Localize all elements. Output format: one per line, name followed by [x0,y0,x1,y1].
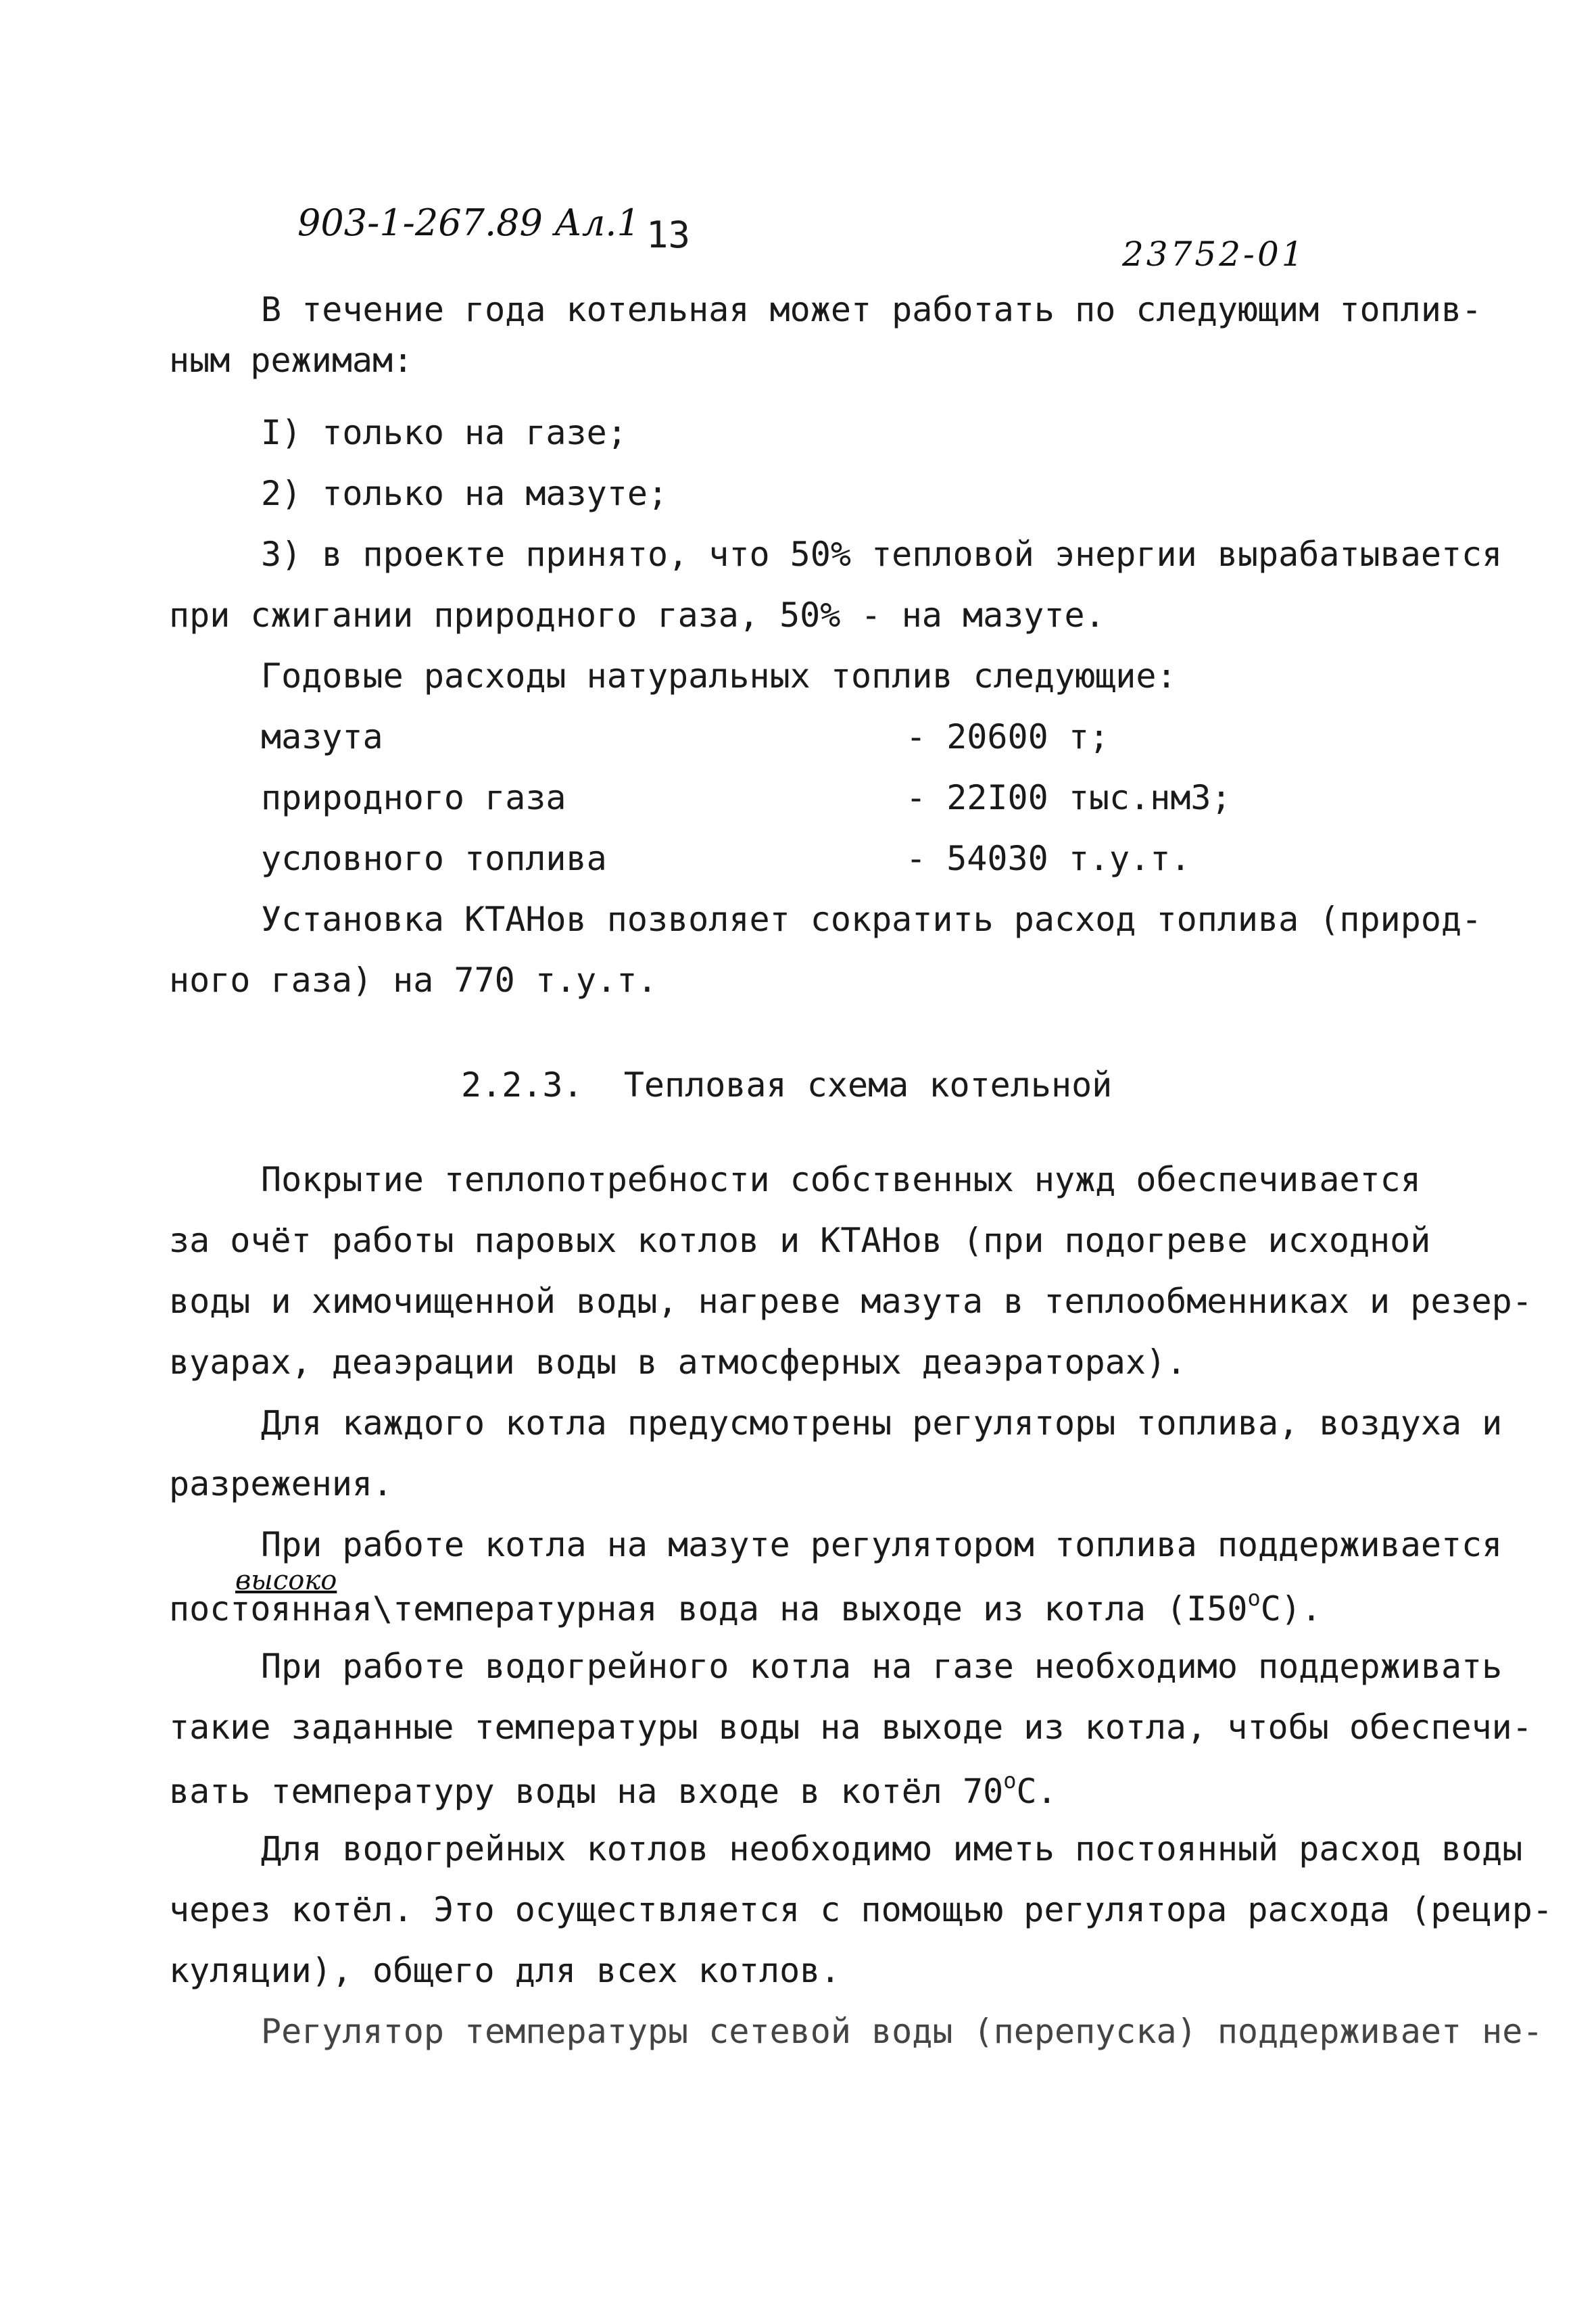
paragraph-4-line-2: такие заданные температуры воды на выходе из котла, чтобы обеспечи- [169,1708,1532,1747]
paragraph-3-line-1: При работе котла на мазуте регулятором топлива поддерживается [261,1525,1503,1564]
paragraph-4-line-1: При работе водогрейного котла на газе необходимо поддерживать [261,1647,1503,1686]
degree-sign: о [1003,1768,1017,1793]
paragraph-6-line-1: Регулятор температуры сетевой воды (перепуска) поддерживает не- [261,2012,1543,2051]
degree-sign: о [1247,1585,1261,1611]
document-number: 903-1-267.89 Ал.1 [297,201,640,244]
archive-number: 23752-01 [1122,235,1306,274]
paragraph-2-line-1: Для каждого котла предусмотрены регуляторы топлива, воздуха и [261,1403,1503,1443]
paragraph-4-line-3 [169,1768,1057,1812]
paragraph-1-line-4: вуарах, деаэрации воды в атмосферных деаэраторах). [169,1343,1187,1382]
paragraph-1-line-2: за очёт работы паровых котлов и КТАНов (при подогреве исходной [169,1221,1431,1260]
paragraph-4-line-3-text: вать температуру воды на входе в котёл 70 [169,1772,1004,1811]
savings-line-2: ного газа) на 770 т.у.т. [169,961,658,1000]
paragraph-3-line-2-text: постоянная\температурная вода на выходе из котла (I50 [169,1589,1248,1629]
paragraph-3-line-2 [169,1585,1322,1629]
fuel-name-natural-gas: природного газа [261,778,566,817]
mode-item-3-line-1: 3) в проекте принято, что 50% тепловой энергии вырабатывается [261,535,1503,574]
intro-line-2: ным режимам: [169,341,414,380]
fuel-name-fuel-oil: мазута [261,717,383,756]
fuel-value-fuel-oil: - 20600 т; [906,717,1110,756]
paragraph-1-line-1: Покрытие теплопотребности собственных нужд обеспечивается [261,1160,1421,1199]
mode-item-3-line-2: при сжигании природного газа, 50% - на мазуте. [169,596,1105,635]
page-number: 13 [646,214,691,256]
paragraph-2-line-2: разрежения. [169,1464,393,1503]
paragraph-1-line-3: воды и химочищенной воды, нагреве мазута в теплообменниках и резер- [169,1282,1532,1321]
savings-line-1: Установка КТАНов позволяет сократить расход топлива (природ- [261,900,1482,939]
intro-line-1: В течение года котельная может работать по следующим топлив- [261,290,1482,329]
fuel-value-natural-gas: - 22I00 тыс.нм3; [906,778,1232,817]
section-title: 2.2.3. Тепловая схема котельной [461,1065,1113,1105]
handwritten-correction: высоко [235,1565,337,1596]
paragraph-4-line-3-end: С. [1016,1772,1057,1811]
consumption-heading: Годовые расходы натуральных топлив следующие: [261,656,1177,696]
paragraph-5-line-2: через котёл. Это осуществляется с помощью регулятора расхода (рецир- [169,1890,1553,1929]
fuel-name-conventional: условного топлива [261,839,607,878]
paragraph-5-line-3: куляции), общего для всех котлов. [169,1951,841,1990]
mode-item-1: I) только на газе; [261,413,627,452]
paragraph-3-line-2-end: С). [1260,1589,1322,1629]
paragraph-5-line-1: Для водогрейных котлов необходимо иметь постоянный расход воды [261,1829,1523,1868]
mode-item-2: 2) только на мазуте; [261,474,669,513]
fuel-value-conventional: - 54030 т.у.т. [906,839,1191,878]
